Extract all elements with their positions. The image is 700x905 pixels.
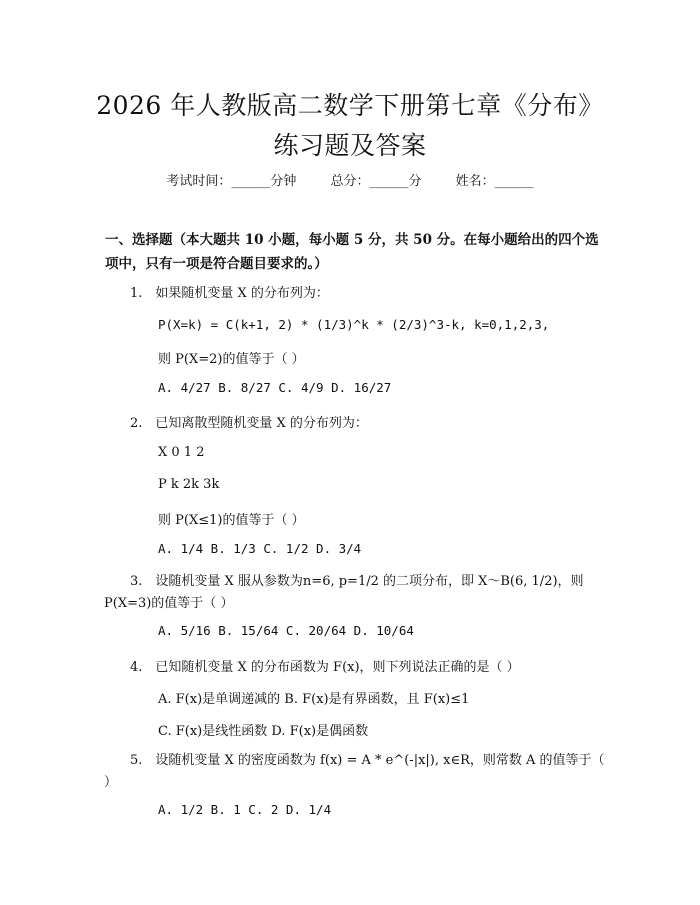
question-1-options: A. 4/27 B. 8/27 C. 4/9 D. 16/27 xyxy=(158,380,392,395)
question-5-options: A. 1/2 B. 1 C. 2 D. 1/4 xyxy=(158,802,332,817)
question-2-row-x: X 0 1 2 xyxy=(158,445,205,460)
exam-meta xyxy=(0,170,700,189)
question-2-stem: 2. 已知离散型随机变量 X 的分布列为： xyxy=(130,416,368,431)
question-4-stem: 4. 已知随机变量 X 的分布函数为 F(x)，则下列说法正确的是（ ） xyxy=(130,660,520,675)
document-title-line2: 练习题及答案 xyxy=(273,131,427,160)
question-4-options-cd: C. F(x)是线性函数 D. F(x)是偶函数 xyxy=(158,724,369,739)
question-1-stem: 1. 如果随机变量 X 的分布列为： xyxy=(130,286,329,301)
question-1-prompt: 则 P(X=2)的值等于（ ） xyxy=(158,352,305,367)
exam-time: 考试时间：______分钟 xyxy=(166,174,297,189)
question-2-prompt: 则 P(X≤1)的值等于（ ） xyxy=(158,513,305,528)
question-2-options: A. 1/4 B. 1/3 C. 1/2 D. 3/4 xyxy=(158,541,362,556)
question-1-formula: P(X=k) = C(k+1, 2) * (1/3)^k * (2/3)^3-k, k=0,1,2,3, xyxy=(158,317,550,332)
student-name: 姓名：______ xyxy=(455,174,534,189)
question-2-row-p: P k 2k 3k xyxy=(158,477,220,492)
section-heading: 一、选择题（本大题共 10 小题，每小题 5 分，共 50 分。在每小题给出的四个选项中，只有一项是符合题目要求的。） xyxy=(105,232,599,272)
question-4-options-ab: A. F(x)是单调递减的 B. F(x)是有界函数，且 F(x)≤1 xyxy=(158,692,470,707)
exam-score: 总分：______分 xyxy=(330,174,422,189)
document-title-line1: 2026 年人教版高二数学下册第七章《分布》 xyxy=(96,91,604,120)
question-5-stem: 5. 设随机变量 X 的密度函数为 f(x) = A * e^(-|x|), x∈R，则常数 A 的值等于（ ） xyxy=(104,753,605,790)
question-3-stem: 3. 设随机变量 X 服从参数为n=6, p=1/2 的二项分布，即 X～B(6, 1/2)，则 P(X=3)的值等于（ ） xyxy=(104,574,584,611)
question-3-options: A. 5/16 B. 15/64 C. 20/64 D. 10/64 xyxy=(158,623,414,638)
